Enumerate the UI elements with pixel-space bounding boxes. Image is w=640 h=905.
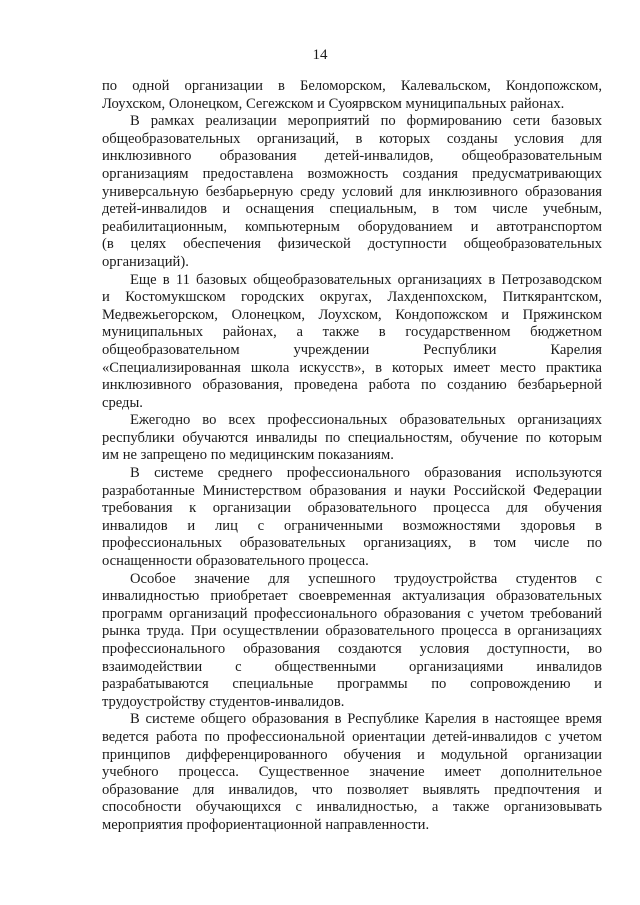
text-line: детей-инвалидов и оснащения специальным, в том числе учебным, <box>102 201 602 218</box>
text-line: «Специализированная школа искусств», в которых имеет место практика <box>102 359 602 376</box>
paragraph <box>102 711 602 834</box>
text-line: взаимодействии с общественными организациями инвалидов <box>102 658 602 675</box>
text-line: В рамках реализации мероприятий по формированию сети базовых <box>130 113 602 130</box>
paragraph <box>102 465 602 571</box>
text-line: им не запрещено по медицинским показаниям. <box>102 447 394 464</box>
text-line: требования к организации образовательного процесса для обучения <box>102 500 602 517</box>
text-line: и Костомукшском городских округах, Лахденпохском, Питкярантском, <box>102 289 602 306</box>
text-line: Еще в 11 базовых общеобразовательных организациях в Петрозаводском <box>130 271 602 288</box>
text-line: трудоустройству студентов-инвалидов. <box>102 693 345 710</box>
text-line: оснащенности образовательного процесса. <box>102 553 369 570</box>
paragraph <box>102 412 602 465</box>
text-line: Медвежьегорском, Олонецком, Лоухском, Кондопожском и Пряжинском <box>102 306 602 323</box>
text-line: по одной организации в Беломорском, Калевальском, Кондопожском, <box>102 78 602 94</box>
text-line: профессиональных образовательных организациях, в том числе по <box>102 535 602 552</box>
text-line: способности обучающихся с инвалидностью, а также организовывать <box>102 799 602 816</box>
text-line: универсальную безбарьерную среду условий для инклюзивного образования <box>102 183 602 200</box>
text-line: В системе общего образования в Республике Карелия в настоящее время <box>130 711 602 728</box>
document-body <box>102 78 602 835</box>
text-line: мероприятия профориентационной направленности. <box>102 816 430 833</box>
text-line: учебного процесса. Существенное значение имеет дополнительное <box>102 764 602 781</box>
paragraph <box>102 78 602 113</box>
text-line: В системе среднего профессионального образования используются <box>130 465 602 482</box>
text-line: организаций). <box>102 253 189 270</box>
paragraph <box>102 113 602 271</box>
text-line: программ организаций профессионального образования с учетом требований <box>102 605 602 622</box>
page-number: 14 <box>312 47 328 63</box>
text-line: Особое значение для успешного трудоустройства студентов с <box>130 570 602 587</box>
text-line: инвалидов и лиц с ограниченными возможностями здоровья в <box>102 517 602 534</box>
text-line: общеобразовательном учреждении Республики Карелия <box>102 341 602 358</box>
text-line: образование для инвалидов, что позволяет выявлять предпочтения и <box>102 781 602 798</box>
text-line: разрабатываются специальные программы по сопровождению и <box>102 676 602 693</box>
text-line: разработанные Министерством образования и науки Российской Федерации <box>102 482 602 499</box>
text-line: инвалидностью приобретает своевременная актуализация образовательных <box>102 588 602 605</box>
paragraph <box>102 272 602 413</box>
text-line: инклюзивного образования, проведена работа по созданию безбарьерной <box>102 377 602 394</box>
text-line: профессионального образования создаются условия доступности, во <box>102 641 602 657</box>
text-line: рынка труда. При осуществлении образовательного процесса в организациях <box>102 623 602 640</box>
text-line: (в целях обеспечения физической доступности общеобразовательных <box>102 236 602 253</box>
text-line: муниципальных районах, а также в государственном бюджетном <box>102 324 602 341</box>
text-line: принципов дифференцированного обучения и модульной организации <box>102 746 602 763</box>
paragraph <box>102 571 602 712</box>
text-line: общеобразовательных организаций, в которых созданы условия для <box>102 130 602 147</box>
text-line: республики обучаются инвалиды по специальностям, обучение по которым <box>102 429 602 446</box>
text-line: Лоухском, Олонецком, Сегежском и Суоярвском муниципальных районах. <box>102 95 565 112</box>
text-line: инклюзивного образования детей-инвалидов, общеобразовательным <box>102 148 602 165</box>
text-line: организациям предоставлена возможность создания предусматривающих <box>102 165 602 182</box>
text-line: реабилитационным, компьютерным оборудованием и автотранспортом <box>102 218 602 235</box>
text-line: Ежегодно во всех профессиональных образовательных организациях <box>130 412 602 429</box>
text-line: ведется работа по профессиональной ориентации детей-инвалидов с учетом <box>102 728 602 745</box>
text-line: среды. <box>102 394 143 411</box>
